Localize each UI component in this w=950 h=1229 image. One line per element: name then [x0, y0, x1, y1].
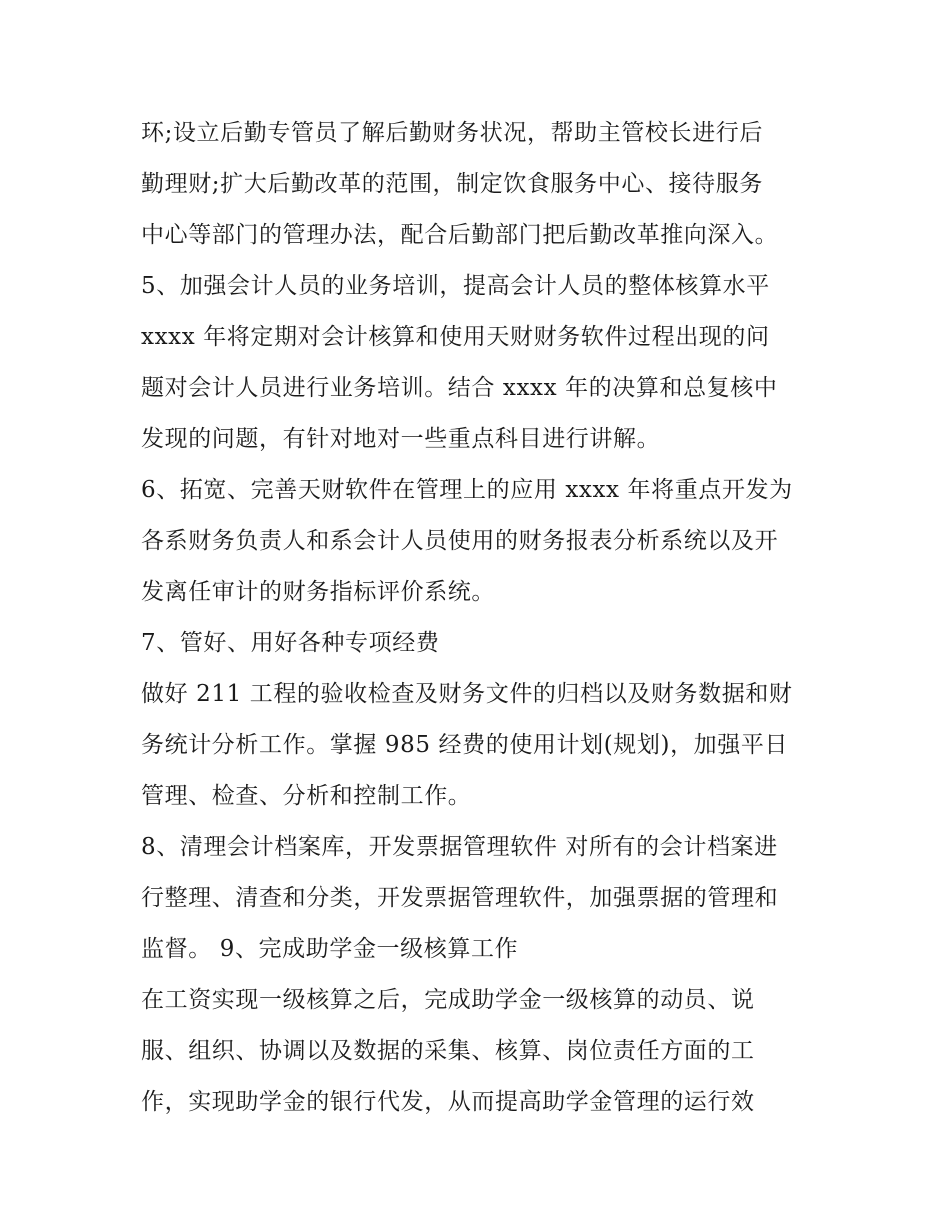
text-line: 7、管好、用好各种专项经费 — [141, 630, 440, 656]
text-line: 服、组织、协调以及数据的采集、核算、岗位责任方面的工 — [141, 1038, 755, 1064]
text-line: 发现的问题，有针对地对一些重点科目进行讲解。 — [141, 426, 661, 452]
text-line: 发离任审计的财务指标评价系统。 — [141, 579, 495, 605]
text-line: xxxx 年将定期对会计核算和使用天财财务软件过程出现的问 — [141, 324, 770, 350]
text-line: 勤理财;扩大后勤改革的范围，制定饮食服务中心、接待服务 — [141, 171, 763, 197]
text-line: 5、加强会计人员的业务培训，提高会计人员的整体核算水平 — [141, 273, 770, 299]
text-line: 各系财务负责人和系会计人员使用的财务报表分析系统以及开 — [141, 528, 779, 554]
text-line: 中心等部门的管理办法，配合后勤部门把后勤改革推向深入。 — [141, 222, 779, 248]
text-line: 题对会计人员进行业务培训。结合 xxxx 年的决算和总复核中 — [141, 375, 778, 401]
document-body — [141, 108, 831, 1128]
text-line: 做好 211 工程的验收检查及财务文件的归档以及财务数据和财 — [141, 681, 793, 707]
text-line: 监督。 9、完成助学金一级核算工作 — [141, 936, 519, 962]
text-line: 行整理、清查和分类，开发票据管理软件，加强票据的管理和 — [141, 885, 779, 911]
text-line: 作，实现助学金的银行代发，从而提高助学金管理的运行效 — [141, 1089, 755, 1115]
text-line: 管理、检查、分析和控制工作。 — [141, 783, 472, 809]
text-line: 6、拓宽、完善天财软件在管理上的应用 xxxx 年将重点开发为 — [141, 477, 793, 503]
text-line: 环;设立后勤专管员了解后勤财务状况，帮助主管校长进行后 — [141, 120, 763, 146]
text-line: 在工资实现一级核算之后，完成助学金一级核算的动员、说 — [141, 987, 755, 1013]
text-line: 8、清理会计档案库，开发票据管理软件 对所有的会计档案进 — [141, 834, 778, 860]
text-line: 务统计分析工作。掌握 985 经费的使用计划(规划)，加强平日 — [141, 732, 789, 758]
